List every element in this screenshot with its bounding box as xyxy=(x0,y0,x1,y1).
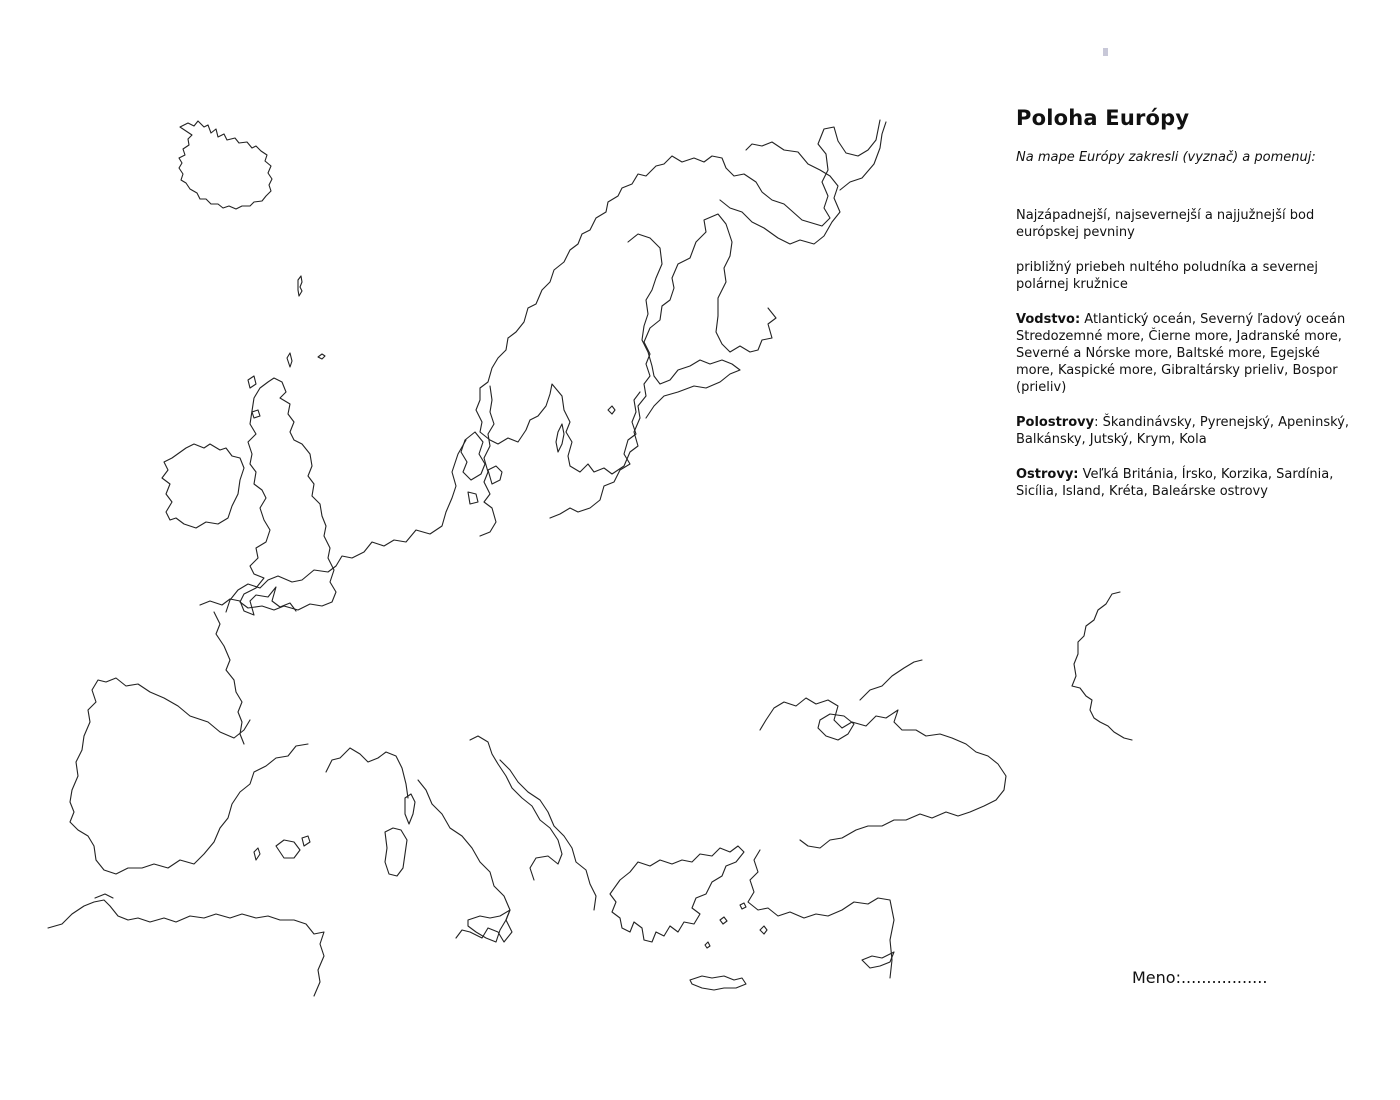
white-sea-outline xyxy=(840,122,886,190)
balearic-islands-outline xyxy=(254,836,310,860)
name-field[interactable] xyxy=(1132,968,1267,987)
iceland-outline xyxy=(179,121,272,209)
baltic-east-coast-outline xyxy=(550,392,640,518)
caspian-sea-outline xyxy=(1072,592,1132,740)
corsica-outline xyxy=(405,794,415,824)
task-text: : Škandinávsky, Pyrenejský, Apeninský, Balkánsky, Jutský, Krym, Kola xyxy=(1016,415,1350,447)
sicily-outline xyxy=(468,910,510,942)
task-text: približný priebeh nultého poludníka a severnej polárnej kružnice xyxy=(1016,260,1318,292)
gibraltar-strait-outline xyxy=(95,894,113,898)
task-text: Atlantický oceán, Severný ľadový oceán Stredozemné more, Čierne more, Jadranské more, Severné a Nórske more, Baltské more, Egejské more, Kaspické more, Gibraltársky prieliv, Bospor (prieliv) xyxy=(1016,312,1346,395)
crimea-outline xyxy=(818,714,854,740)
task-text: Veľká Británia, Írsko, Korzika, Sardínia, Sicília, Island, Kréta, Baleárske ostrovy xyxy=(1016,467,1334,499)
ireland-outline xyxy=(162,444,244,528)
worksheet-instruction: Na mape Európy zakresli (vyznač) a pomenuj: xyxy=(1016,150,1316,165)
name-dots[interactable]: ................. xyxy=(1180,968,1268,987)
iberian-peninsula-outline xyxy=(70,678,308,874)
balkan-adriatic-coast-outline xyxy=(500,760,596,910)
faroe-islands-outline xyxy=(298,276,302,296)
greece-outline xyxy=(610,846,744,942)
crete-outline xyxy=(690,976,746,990)
task-meridian-polar-circle xyxy=(1016,259,1356,293)
task-islands xyxy=(1016,466,1356,500)
cyprus-outline xyxy=(862,952,894,968)
worksheet-header xyxy=(1016,106,1356,165)
task-waters xyxy=(1016,311,1356,396)
france-mediterranean-coast-outline xyxy=(326,748,408,798)
north-sea-coast-outline xyxy=(226,440,466,612)
task-extreme-points xyxy=(1016,207,1356,241)
task-label: Vodstvo: xyxy=(1016,312,1081,327)
task-label: Ostrovy: xyxy=(1016,467,1079,482)
worksheet-title: Poloha Európy xyxy=(1016,106,1190,130)
jutland-outline xyxy=(480,386,496,536)
sardinia-outline xyxy=(385,828,407,876)
italy-outline xyxy=(418,736,562,942)
north-africa-coast-outline xyxy=(48,900,324,996)
kola-peninsula-outline xyxy=(720,142,840,244)
task-peninsulas xyxy=(1016,414,1356,448)
task-label: Polostrovy xyxy=(1016,415,1095,430)
name-label: Meno: xyxy=(1132,968,1181,987)
anatolia-coast-outline xyxy=(748,850,894,978)
france-atlantic-coast-outline xyxy=(200,587,296,744)
azov-sea-outline xyxy=(860,660,922,700)
scandinavia-outline xyxy=(476,120,880,474)
black-sea-outline xyxy=(760,698,1006,848)
shetland-outline xyxy=(287,353,325,367)
task-text: Najzápadnejší, najsevernejší a najjužnejší bod európskej pevniny xyxy=(1016,208,1315,240)
great-britain-outline xyxy=(240,378,336,610)
